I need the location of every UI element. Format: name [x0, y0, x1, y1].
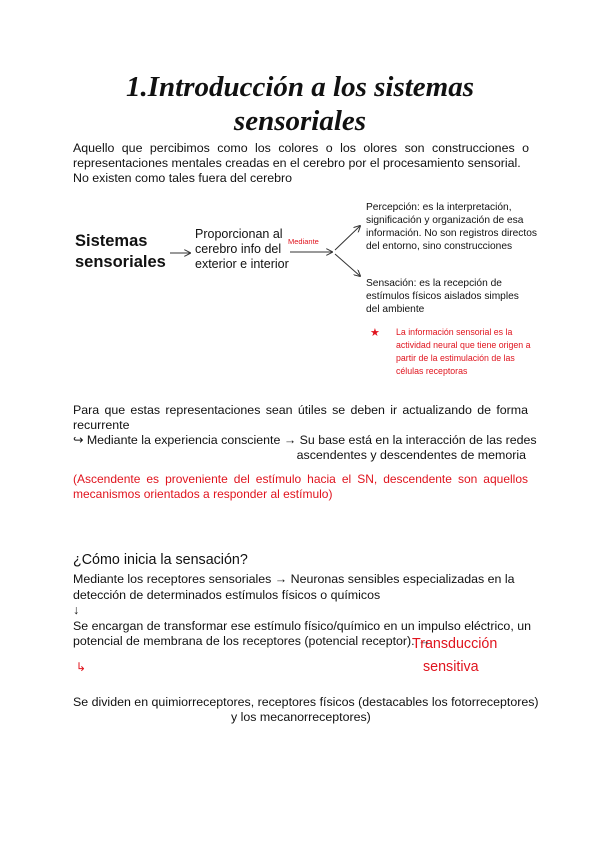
arrow-label-mediante: Mediante — [288, 237, 319, 246]
sensacion-line-1: Sensación: es la recepción de — [366, 278, 502, 289]
intro-paragraph — [73, 141, 529, 186]
note-line-4: células receptoras — [396, 366, 468, 376]
sensory-systems-diagram — [0, 190, 600, 380]
percepcion-definition — [366, 201, 537, 253]
sensacion-line-2: estímulos físicos aislados simples — [366, 291, 519, 302]
asc-line-1: (Ascendente es proveniente del estímulo hacia el SN, descendente son aquellos — [73, 472, 528, 486]
sensitiva-label: sensitiva — [423, 659, 479, 675]
star-icon: ★ — [370, 327, 380, 339]
ascendente-note — [73, 472, 528, 502]
repr-line-2: recurrente — [73, 418, 130, 432]
repr-line-4: ascendentes y descendentes de memoria — [296, 448, 526, 462]
repr-line-1: Para que estas representaciones sean útiles se deben ir actualizando de forma — [73, 403, 528, 417]
down-arrow-icon: ↓ — [73, 603, 80, 617]
intro-line-2: representaciones mentales creadas en el cerebro por el procesamiento sensorial. — [73, 156, 521, 170]
intro-line-3: No existen como tales fuera del cerebro — [73, 171, 293, 185]
diagram-main-label — [75, 231, 166, 273]
sensacion-line-3: del ambiente — [366, 304, 425, 315]
rec-line-1: Mediante los receptores sensoriales → Neuronas sensibles especializadas en la — [73, 572, 515, 586]
curl-arrow-icon: ↳ — [76, 660, 87, 674]
diagram-box-text — [195, 227, 289, 272]
div-line-1: Se dividen en quimiorreceptores, receptores físicos (destacables los fotorreceptores) — [73, 695, 539, 709]
representaciones-paragraph — [73, 403, 537, 463]
transduccion-label: Transducción — [412, 636, 498, 652]
percepcion-line-1: Percepción: es la interpretación, — [366, 202, 512, 213]
main-label-line-2: sensoriales — [75, 253, 166, 271]
sensacion-definition — [366, 277, 519, 316]
note-line-3: partir de la estimulación de las — [396, 353, 515, 363]
main-label-line-1: Sistemas — [75, 232, 148, 250]
percepcion-line-3: información. No son registros directos — [366, 228, 537, 239]
arrow-to-percepcion — [335, 226, 360, 250]
division-paragraph — [73, 695, 543, 725]
repr-line-3: ↪ Mediante la experiencia consciente → Su base está en la interacción de las redes — [73, 433, 537, 447]
arrow-to-sensacion — [335, 254, 360, 276]
note-line-1: La información sensorial es la — [396, 327, 513, 337]
asc-line-2: mecanismos orientados a responder al estímulo) — [73, 487, 333, 501]
title-line-2: sensoriales — [233, 105, 367, 137]
div-line-2: y los mecanorreceptores) — [231, 710, 371, 724]
percepcion-line-4: del entorno, sino construcciones — [366, 241, 513, 252]
note-line-2: actividad neural que tiene origen a — [396, 340, 531, 350]
page-title — [60, 70, 540, 138]
box-line-3: exterior e interior — [195, 257, 289, 271]
percepcion-line-2: significación y organización de esa — [366, 215, 524, 226]
section-heading-sensacion: ¿Cómo inicia la sensación? — [73, 552, 248, 568]
box-line-1: Proporcionan al — [195, 227, 283, 241]
rec-line-4: potencial de membrana de los receptores (potencial receptor). → — [73, 634, 431, 648]
box-line-2: cerebro info del — [195, 242, 282, 256]
note-text — [396, 326, 556, 378]
title-line-1: 1.Introducción a los sistemas — [125, 71, 475, 103]
rec-line-2: detección de determinados estímulos físicos o químicos — [73, 587, 381, 602]
rec-line-3: Se encargan de transformar ese estímulo físico/químico en un impulso eléctrico, un — [73, 618, 531, 633]
intro-line-1: Aquello que percibimos como los colores o los olores son construcciones o — [73, 141, 529, 155]
